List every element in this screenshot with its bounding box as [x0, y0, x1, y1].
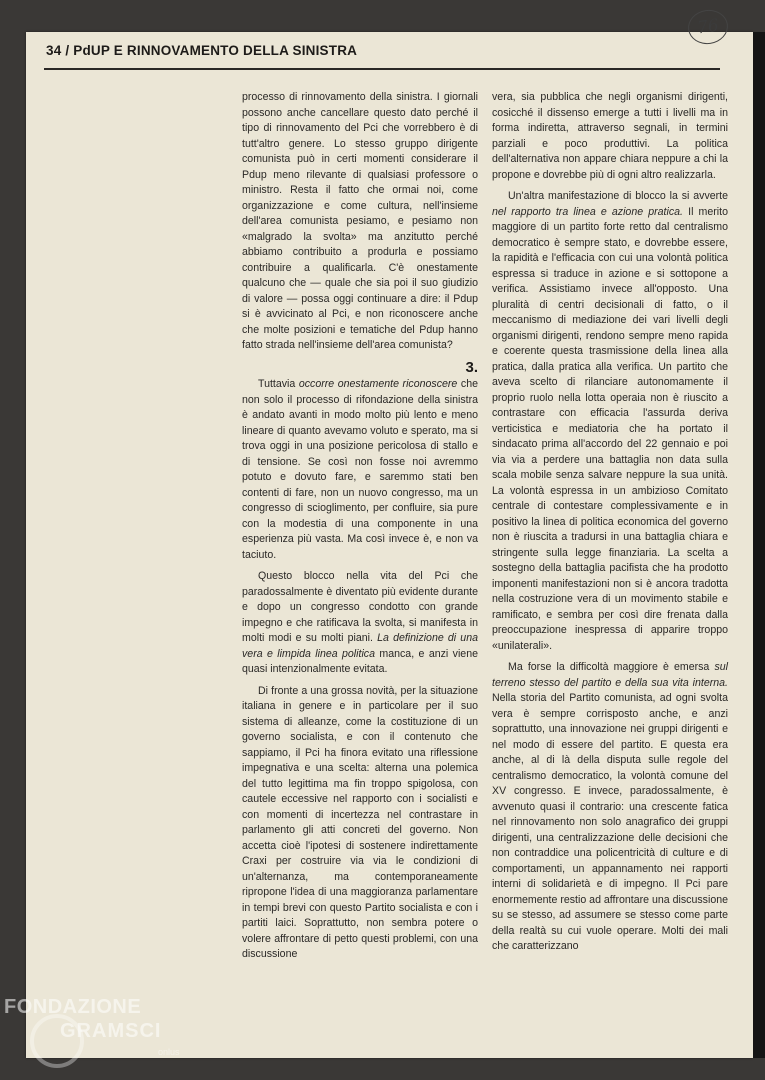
handwritten-page-number: 76 — [686, 7, 730, 46]
scan-edge — [753, 32, 765, 1058]
emphasis: La definizione di una vera e limpida linea politica — [242, 632, 478, 660]
emphasis: occorre onestamente riconoscere — [298, 378, 458, 390]
emphasis: sul terreno stesso del partito e della sua vita interna. — [492, 661, 728, 689]
emphasis: nel rapporto tra linea e azione pratica. — [492, 205, 683, 218]
paragraph: vera, sia pubblica che negli organismi dirigenti, cosicché il dissenso emerge a tutti i livelli ma in forma indiretta, attraverso segnali, in termini parziali e poco produttivi. La politica dell'alternativa non appare chiara neppure a chi la propone e dovrebbe più di ogni altro realizzarla. — [492, 91, 728, 181]
watermark-line2: GRAMSCI — [60, 1020, 162, 1042]
paragraph: processo di rinnovamento della sinistra. I giornali possono anche cancellare questo dato perché il tipo di rinnovamento del Pci che vorrebbero è di tutt'altro genere. Lo stesso gruppo dirigente comunista può in certi momenti considerare il Pdup meno rilevante di qualsiasi professore o ministro. Resta il fatto che ormai noi, come organizzazione e come cultura, nell'insieme dell'area comunista pesiamo, e pesiamo non «malgrado la svolta» ma anzitutto perché abbiamo contribuito a produrla e possiamo contribuire a qualificarla. C'è onestamente qualcuno che — quale che sia poi il suo giudizio di valore — possa oggi continuare a dire: il Pdup si è avvicinato al Pci, e non riconoscere anche che molte posizioni e tematiche del Pdup hanno fatto strada nell'insieme dell'area comunista? — [242, 91, 478, 351]
left-column — [242, 90, 478, 969]
right-column — [492, 90, 728, 961]
watermark-line3: onlus — [158, 1047, 180, 1057]
paragraph: Un'altra manifestazione di blocco la si avverte nel rapporto tra linea e azione pratica. Il merito maggiore di un partito forte retto dal centralismo democratico è sempre stato, e dovrebbe essere, la rapidità e l'efficacia con cui una volontà politica espressa si traduce in azione e si sottopone a verifica. Assistiamo invece all'opposto. Una pluralità di centri decisionali di fatto, o il meccanismo di mediazione dei vari livelli degli organismi dirigenti, rendono sempre meno rapida e coerente questa trasmissione della linea alla pratica, dalla pratica alla verifica. Un partito che aveva scelto di rilanciare autonomamente il proprio ruolo nella lotta operaia non è riuscito a contrastare con efficacia l'assurda deriva verticistica e mediatoria che ha portato il sindacato prima all'accordo del 22 gennaio e poi via via a perdere una battaglia non data sulla scala mobile senza salvare neppure la sua unità. La volontà espressa in un ambizioso Comitato centrale di contestare complessivamente e in positivo la linea di politica economica del governo non è riuscita a tradursi in una battaglia chiara e stringente sulla legge finanziaria. La scelta a sostegno della battaglia pacifista che ha prodotto imponenti manifestazioni non si è ancora tradotta nella costruzione vera di un movimento stabile e ramificato, e sembra per così dire frenata dalla preoccupazione inespressa di apparire troppo «unilaterali». — [492, 190, 728, 652]
running-header: 34 / PdUP E RINNOVAMENTO DELLA SINISTRA — [46, 43, 358, 58]
watermark-line1: FONDAZIONE — [4, 996, 142, 1018]
paragraph: Ma forse la difficoltà maggiore è emersa sul terreno stesso del partito e della sua vita interna. Nella storia del Partito comunista, ad ogni svolta vera è sempre corrisposto anche, e anzi soprattutto, una innovazione nei gruppi dirigenti e nel modo di essere del partito. E questa era anche, al di là della disputa sulle regole del centralismo democratico, la volontà comune del XV congresso. E invece, paradossalmente, è avvenuto quasi il contrario: una crescente fatica nel rinnovamento non solo anagrafico dei gruppi dirigenti, una centralizzazione delle decisioni che non contraddice una policentricità di culture e di comportamenti, un appannamento nei rapporti interni di solidarietà e di impegno. Il Pci pare enormemente restio ad affrontare una discussione su se stesso, ad assumere se stesso come parte della realtà su cui vuole operare. Molti dei mali che caratterizzano — [492, 661, 728, 952]
paragraph: Di fronte a una grossa novità, per la situazione italiana in genere e in particolare per il suo sistema di alleanze, come la costituzione di un governo socialista, e con il contenuto che sappiamo, il Pci ha finora evitato una riflessione impegnativa e una scelta: alterna una polemica del tutto legittima ma fin troppo spigolosa, con cautele eccessive nel rapporto con i socialisti e con momenti di incertezza nel contrastare in parlamento gli atti concreti del governo. Non accetta cioè l'ipotesi di sostenere indirettamente Craxi per costruire via via le condizioni di un'alternanza, ma contemporaneamente ripropone l'idea di una maggioranza parlamentare in tempi brevi con questo Partito socialista e con i partiti laici. Soprattutto, non sembra potere o volere affrontare di petto questi problemi, con una discussione — [242, 684, 478, 960]
archive-watermark — [0, 992, 200, 1072]
paragraph: Questo blocco nella vita del Pci che paradossalmente è diventato più evidente durante e dopo un congresso condotto con grande impegno e che ratificava la svolta, si manifesta in molti modi e su molti piani. La definizione di una vera e limpida linea politica manca, e anzi viene quasi intenzionalmente evitata. — [242, 570, 478, 675]
header-rule — [44, 68, 720, 70]
section-number: 3. — [465, 358, 478, 376]
paragraph: Tuttavia occorre onestamente riconoscere che non solo il processo di rifondazione della sinistra è andato avanti in modo molto più lento e meno lineare di quanto avevamo voluto e sperato, ma si trova oggi in una posizione pericolosa di stallo e di tensione. Se così non fosse noi avremmo potuto e dovuto fare, e saremmo stati ben contenti di fare, non un nuovo congresso, ma un congresso di scioglimento, per confluire, sia pure con la modestia di una componente in una esperienza più vasta. Ma così invece è, e non va taciuto. — [242, 378, 478, 561]
